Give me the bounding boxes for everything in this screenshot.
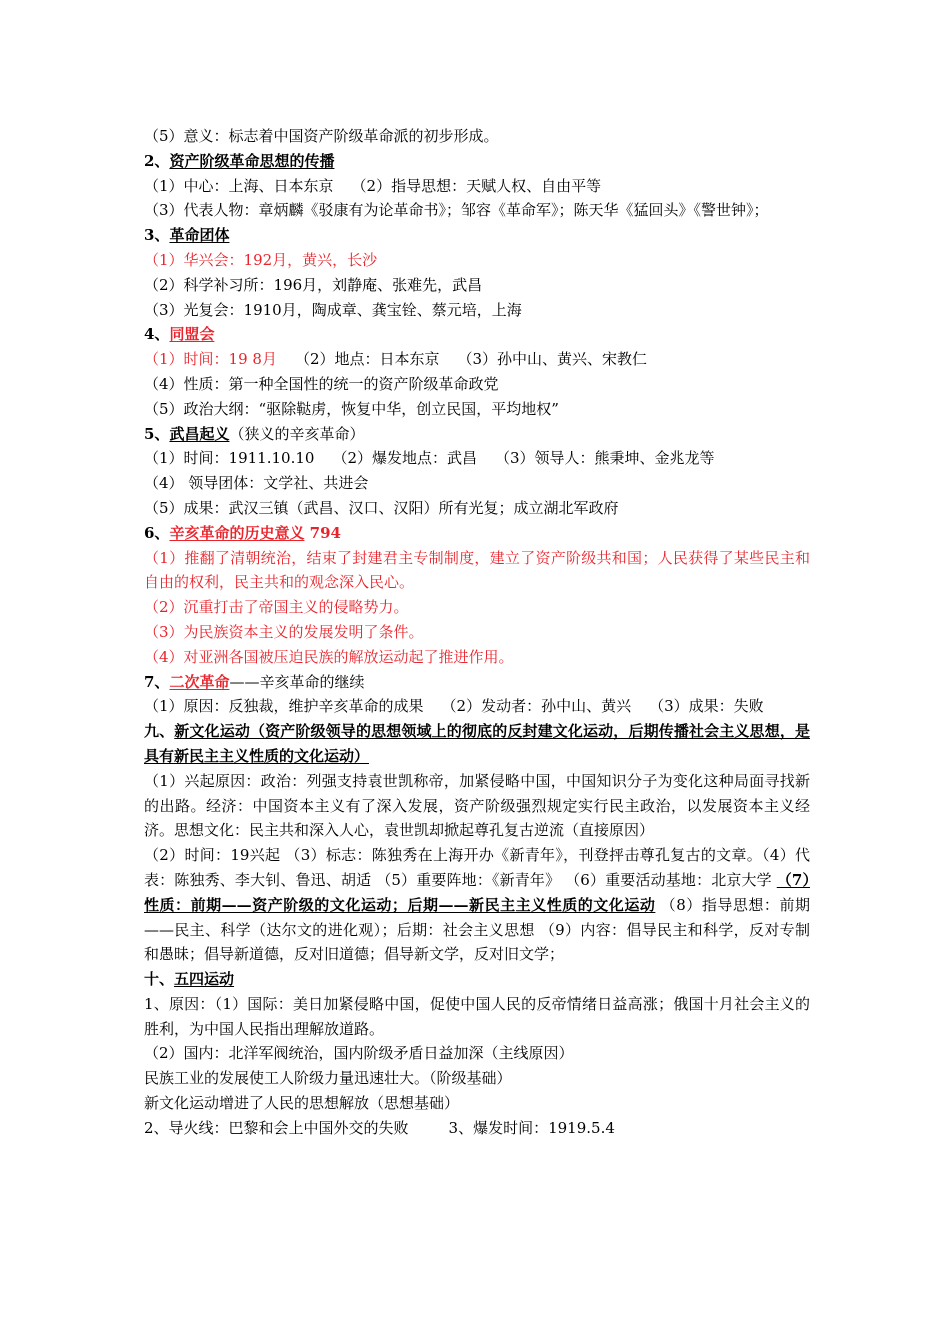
text-line: （3）光复会：1910月，陶成章、龚宝铨、蔡元培，上海 (144, 300, 522, 319)
text-segment: （2）爆发地点：武昌 (332, 449, 477, 468)
text-paragraph (144, 843, 810, 967)
document-body (144, 124, 810, 1141)
text-line: （4） 领导团体：文学社、共进会 (144, 474, 369, 493)
text-line: （4）对亚洲各国被压迫民族的解放运动起了推进作用。 (144, 647, 514, 666)
text-segment: （2）时间：19兴起 （3）标志：陈独秀在上海开办《新青年》，刊登抨击尊孔复古的文章。（4）代表：陈独秀、李大钊、鲁迅、胡适 （5）重要阵地：《新青年》 （6）重要活动基地：北京大学 (144, 846, 810, 889)
heading-title: 同盟会 (169, 325, 215, 344)
text-segment: （8）指导思想：前期——民主、科学（达尔文的进化观）；后期：社会主义思想 （9）内容：倡导民主和科学，反对专制和愚昧；倡导新道德，反对旧道德；倡导新文学，反对旧文学； (144, 895, 810, 964)
section-heading (144, 719, 810, 769)
text-line: （2）国内：北洋军阀统治，国内阶级矛盾日益加深（主线原因） (144, 1044, 574, 1063)
text-paragraph: （3）代表人物：章炳麟《驳康有为论革命书》；邹容《革命军》；陈天华《猛回头》《警世钟》； (144, 201, 769, 220)
text-line: （1）华兴会：192月，黄兴，长沙 (144, 250, 378, 269)
text-line (144, 446, 810, 471)
text-paragraph: （1）推翻了清朝统治，结束了封建君主专制制度，建立了资产阶级共和国；人民获得了某些民主和自由的权利，民主共和的观念深入民心。 (144, 548, 810, 592)
text-paragraph: （1）兴起原因：政治：列强支持袁世凯称帝，加紧侵略中国，中国知识分子为变化这种局面寻找新的出路。经济：中国资本主义有了深入发展，资产阶级强烈规定实行民主政治，以发展资本主义经济。思想文化：民主共和深入人心，袁世凯却掀起尊孔复古逆流（直接原因） (144, 771, 810, 840)
text-line: （5）政治大纲：“驱除鞑虏，恢复中华，创立民国，平均地权” (144, 399, 559, 418)
text-line (144, 347, 810, 372)
heading-title: 辛亥革命的历史意义 (169, 523, 305, 542)
text-line: 新文化运动增进了人民的思想解放（思想基础） (144, 1094, 460, 1113)
text-segment: （1）原因：反独裁，维护辛亥革命的成果 (144, 697, 424, 716)
section-heading (144, 521, 810, 546)
text-line (144, 694, 810, 719)
text-segment: （3）孙中山、黄兴、宋教仁 (457, 350, 648, 369)
text-line: （5）成果：武汉三镇（武昌、汉口、汉阳）所有光复；成立湖北军政府 (144, 498, 619, 517)
heading-number: 九、 (144, 722, 175, 741)
section-heading (144, 149, 810, 174)
text-segment: （1）中心：上海、日本东京 (144, 176, 334, 195)
heading-title: 革命团体 (169, 226, 230, 245)
heading-title: 二次革命 (169, 672, 230, 691)
heading-number: 十、 (144, 970, 175, 989)
heading-title: 资产阶级革命思想的传播 (169, 151, 335, 170)
text-segment: （1）时间：1911.10.10 (144, 449, 315, 468)
heading-note: （狭义的辛亥革命） (229, 424, 365, 443)
text-line: （2）科学补习所：196月，刘静庵、张难先，武昌 (144, 275, 483, 294)
section-heading (144, 670, 810, 695)
heading-number: 2、 (144, 151, 170, 170)
heading-number: 6、 (144, 523, 170, 542)
text-line: （3）为民族资本主义的发展发明了条件。 (144, 622, 424, 641)
text-line: 民族工业的发展使工人阶级力量迅速壮大。（阶级基础） (144, 1069, 512, 1088)
text-paragraph: 1、原因：（1）国际：美日加紧侵略中国，促使中国人民的反帝情绪日益高涨；俄国十月社会主义的胜利，为中国人民指出理解放道路。 (144, 994, 810, 1038)
text-line: （5）意义：标志着中国资产阶级革命派的初步形成。 (144, 127, 499, 145)
text-segment: （3）领导人：熊秉坤、金兆龙等 (494, 449, 715, 468)
heading-number: 4、 (144, 325, 170, 344)
text-line (144, 1116, 810, 1141)
heading-title: 五四运动 (174, 970, 235, 989)
text-line: （4）性质：第一种全国性的统一的资产阶级革命政党 (144, 374, 499, 393)
heading-title: 新文化运动（资产阶级领导的思想领域上的彻底的反封建文化运动，后期传播社会主义思想，是具有新民主主义性质的文化运动） (144, 722, 810, 765)
section-heading (144, 967, 810, 992)
text-segment-emphasis: （7）性质：前期——资产阶级的文化运动；后期——新民主主义性质的文化运动 (144, 870, 810, 914)
text-line: （2）沉重打击了帝国主义的侵略势力。 (144, 598, 409, 617)
section-heading (144, 422, 810, 447)
text-line (144, 174, 810, 199)
heading-title: 武昌起义 (169, 424, 230, 443)
section-heading (144, 322, 810, 347)
text-segment: 2、导火线：巴黎和会上中国外交的失败 (144, 1118, 409, 1137)
heading-number: 3、 (144, 226, 170, 245)
heading-page: 794 (304, 523, 341, 542)
heading-number: 7、 (144, 672, 170, 691)
text-segment: 3、爆发时间：1919.5.4 (448, 1118, 615, 1137)
text-segment: （2）发动者：孙中山、黄兴 (441, 697, 632, 716)
text-segment: （3）成果：失败 (649, 697, 764, 716)
text-segment: （1）时间：19 8月 (144, 350, 277, 369)
section-heading (144, 223, 810, 248)
heading-note: ——辛亥革命的继续 (229, 672, 365, 691)
heading-number: 5、 (144, 424, 170, 443)
text-segment: （2）指导思想：天赋人权、自由平等 (351, 176, 602, 195)
text-segment: （2）地点：日本东京 (294, 350, 440, 369)
